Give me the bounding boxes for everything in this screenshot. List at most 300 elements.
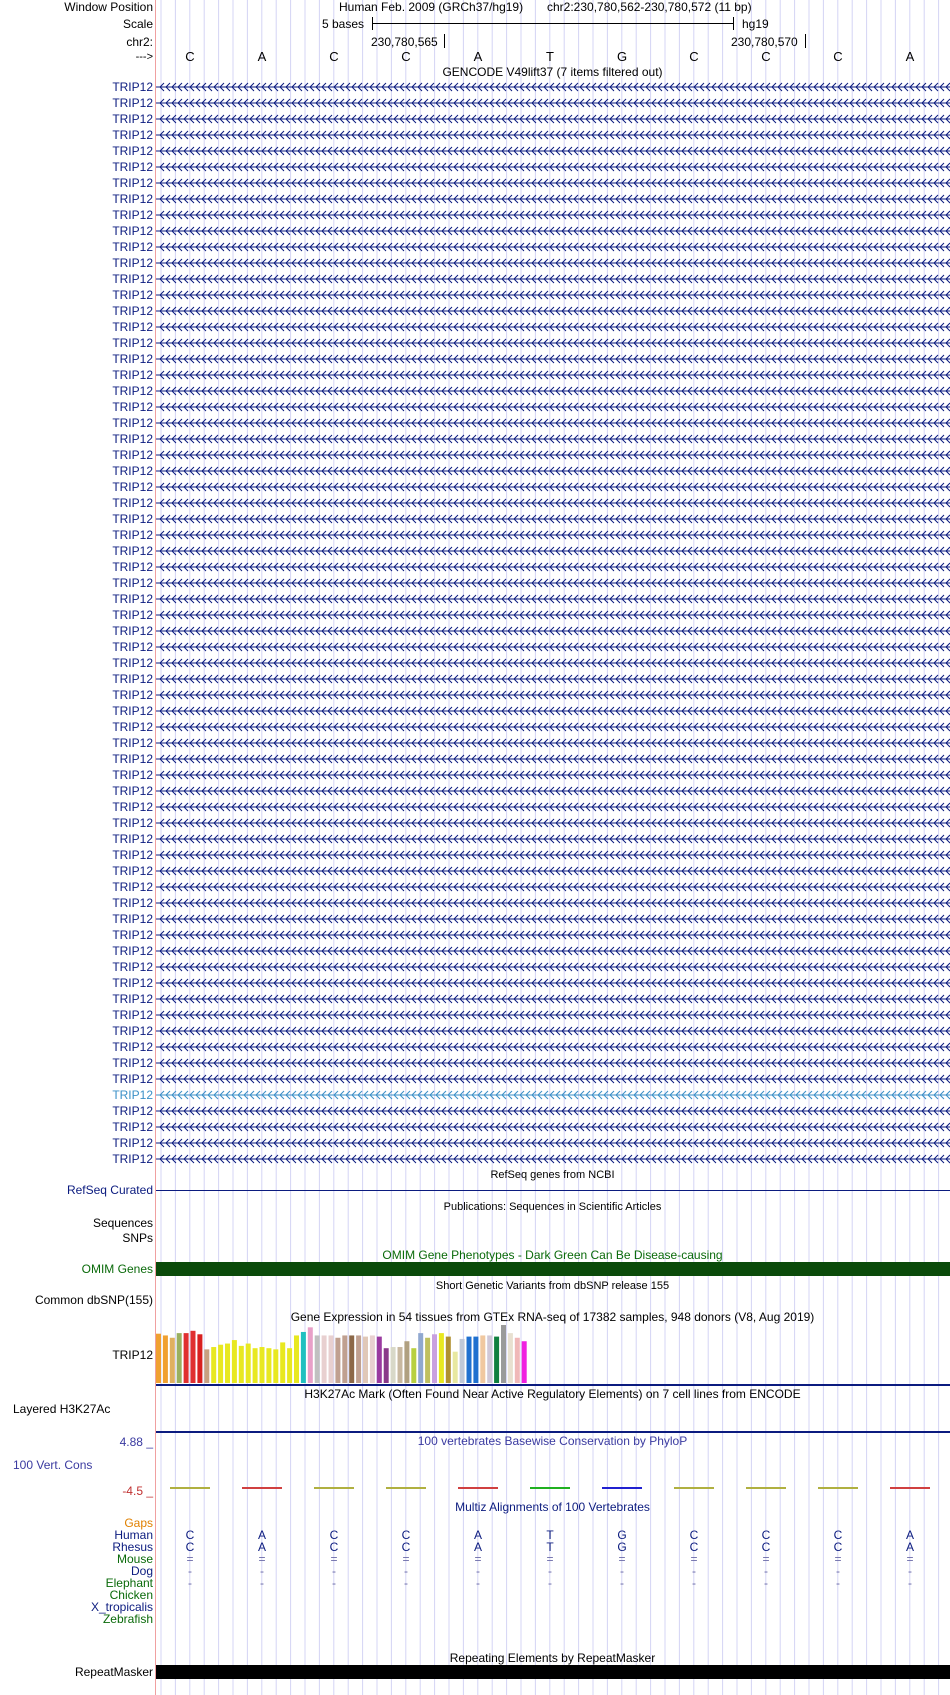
- gtex-tissue-bar[interactable]: [280, 1342, 285, 1383]
- phylop-score-mark: [746, 1487, 786, 1489]
- scale-label: Scale: [122, 17, 153, 31]
- gencode-transcript-line[interactable]: [156, 512, 950, 526]
- gencode-transcript-line[interactable]: [156, 864, 950, 878]
- gtex-tissue-bar[interactable]: [308, 1327, 313, 1383]
- gencode-transcript-label[interactable]: TRIP12: [112, 432, 153, 446]
- multiz-mouse-base: =: [330, 1552, 338, 1566]
- multiz-human-base: C: [689, 1528, 699, 1542]
- gencode-transcript-label[interactable]: TRIP12: [112, 256, 153, 270]
- h3k27ac-track-title[interactable]: H3K27Ac Mark (Often Found Near Active Regulatory Elements) on 7 cell lines from ENCODE: [304, 1387, 801, 1401]
- gencode-transcript-line[interactable]: [156, 320, 950, 334]
- gencode-transcript-label[interactable]: TRIP12: [112, 592, 153, 606]
- gtex-track-title[interactable]: Gene Expression in 54 tissues from GTEx RNA-seq of 17382 samples, 948 donors (V8, Aug 2019): [290, 1310, 815, 1324]
- gencode-transcript-label[interactable]: TRIP12: [112, 832, 153, 846]
- multiz-rhesus-base: A: [905, 1540, 914, 1554]
- gtex-tissue-bar[interactable]: [501, 1325, 506, 1383]
- gencode-transcript-line[interactable]: [156, 816, 950, 830]
- gencode-transcript-line[interactable]: [156, 496, 950, 510]
- position-text[interactable]: chr2:230,780,562-230,780,572 (11 bp): [547, 0, 752, 14]
- gtex-tissue-bar[interactable]: [184, 1333, 189, 1383]
- multiz-mouse-base: =: [906, 1552, 914, 1566]
- gencode-transcript-line[interactable]: [156, 1152, 950, 1166]
- window-position-label: Window Position: [64, 0, 153, 14]
- gencode-transcript-label[interactable]: TRIP12: [112, 720, 153, 734]
- gencode-transcript-label[interactable]: TRIP12: [112, 560, 153, 574]
- gencode-transcript-label[interactable]: TRIP12: [112, 176, 153, 190]
- phylop-score-mark: [314, 1487, 354, 1489]
- gtex-tissue-bar[interactable]: [432, 1334, 437, 1383]
- multiz-dog-base: -: [476, 1564, 480, 1578]
- coord-left: 230,780,565: [371, 35, 438, 49]
- gencode-transcript-label[interactable]: TRIP12: [112, 416, 153, 430]
- gencode-transcript-line[interactable]: [156, 144, 950, 158]
- gencode-transcript-line[interactable]: [156, 240, 950, 254]
- gencode-transcript-line[interactable]: [156, 576, 950, 590]
- gtex-tissue-bar[interactable]: [363, 1337, 368, 1383]
- gencode-transcript-line[interactable]: [156, 736, 950, 750]
- gencode-transcript-line[interactable]: [156, 528, 950, 542]
- gencode-transcript-label[interactable]: TRIP12: [112, 864, 153, 878]
- omim-label[interactable]: OMIM Genes: [81, 1262, 153, 1276]
- gtex-tissue-bar[interactable]: [322, 1335, 327, 1383]
- gtex-baseline: [156, 1384, 950, 1386]
- db-text: hg19: [742, 17, 769, 31]
- multiz-dog-base: -: [620, 1564, 624, 1578]
- gencode-transcript-line[interactable]: [156, 896, 950, 910]
- gencode-transcript-label[interactable]: TRIP12: [112, 944, 153, 958]
- gencode-transcript-line[interactable]: [156, 560, 950, 574]
- gtex-tissue-bar[interactable]: [515, 1338, 520, 1383]
- gencode-transcript-label[interactable]: TRIP12: [112, 368, 153, 382]
- gencode-track-title[interactable]: GENCODE V49lift37 (7 items filtered out): [442, 65, 663, 79]
- gencode-transcript-label[interactable]: TRIP12: [112, 192, 153, 206]
- gencode-transcript-label[interactable]: TRIP12: [112, 848, 153, 862]
- gencode-transcript-line[interactable]: [156, 1136, 950, 1150]
- multiz-human-base: C: [401, 1528, 411, 1542]
- gencode-transcript-label[interactable]: TRIP12: [112, 1024, 153, 1038]
- gtex-tissue-bar[interactable]: [487, 1335, 492, 1383]
- gtex-tissue-bar[interactable]: [170, 1338, 175, 1383]
- multiz-elephant-base: -: [404, 1576, 408, 1590]
- multiz-elephant-base: -: [548, 1576, 552, 1590]
- gencode-transcript-line[interactable]: [156, 1040, 950, 1054]
- gencode-transcript-line[interactable]: [156, 448, 950, 462]
- multiz-species-label[interactable]: Dog: [130, 1564, 153, 1578]
- gtex-tissue-bar[interactable]: [439, 1333, 444, 1383]
- gtex-tissue-bar[interactable]: [260, 1347, 265, 1383]
- gtex-bar-chart[interactable]: [156, 1323, 536, 1383]
- gencode-transcript-line[interactable]: [156, 96, 950, 110]
- multiz-rhesus-base: C: [185, 1540, 195, 1554]
- refseq-track-title[interactable]: RefSeq genes from NCBI: [490, 1169, 615, 1181]
- gtex-tissue-bar[interactable]: [315, 1335, 320, 1383]
- gtex-tissue-bar[interactable]: [460, 1339, 465, 1383]
- gencode-transcript-line[interactable]: [156, 1024, 950, 1038]
- gtex-tissue-bar[interactable]: [480, 1335, 485, 1383]
- gencode-transcript-line[interactable]: [156, 912, 950, 926]
- multiz-species-label[interactable]: Rhesus: [112, 1540, 153, 1554]
- gencode-transcript-label[interactable]: TRIP12: [112, 752, 153, 766]
- gtex-tissue-bar[interactable]: [404, 1341, 409, 1383]
- phylop-score-mark: [890, 1487, 930, 1489]
- gencode-transcript-line[interactable]: [156, 720, 950, 734]
- gencode-transcript-label[interactable]: TRIP12: [112, 320, 153, 334]
- gencode-transcript-line[interactable]: [156, 976, 950, 990]
- gencode-transcript-line[interactable]: [156, 832, 950, 846]
- gencode-transcript-line[interactable]: [156, 672, 950, 686]
- gencode-transcript-label[interactable]: TRIP12: [112, 800, 153, 814]
- multiz-human-base: G: [617, 1528, 627, 1542]
- gencode-transcript-label[interactable]: TRIP12: [112, 880, 153, 894]
- multiz-species-label[interactable]: Mouse: [116, 1552, 153, 1566]
- ruler-base: C: [401, 49, 411, 64]
- gencode-transcript-label[interactable]: TRIP12: [112, 272, 153, 286]
- gencode-transcript-line[interactable]: [156, 192, 950, 206]
- gtex-tissue-bar[interactable]: [273, 1349, 278, 1383]
- gencode-transcript-line[interactable]: [156, 464, 950, 478]
- scale-text: 5 bases: [322, 17, 365, 31]
- gencode-transcript-label[interactable]: TRIP12: [112, 576, 153, 590]
- omim-gene-bar[interactable]: [156, 1262, 950, 1276]
- multiz-mouse-base: =: [618, 1552, 626, 1566]
- multiz-rhesus-base: C: [689, 1540, 699, 1554]
- multiz-dog-base: -: [188, 1564, 192, 1578]
- dbsnp-label[interactable]: Common dbSNP(155): [34, 1293, 153, 1307]
- coord-right-tick: [805, 34, 806, 48]
- gencode-transcript-label[interactable]: TRIP12: [112, 496, 153, 510]
- multiz-elephant-base: -: [764, 1576, 768, 1590]
- gencode-transcript-label[interactable]: TRIP12: [112, 448, 153, 462]
- gtex-tissue-bar[interactable]: [211, 1347, 216, 1383]
- multiz-mouse-base: =: [690, 1552, 698, 1566]
- gencode-transcript-line[interactable]: [156, 272, 950, 286]
- gencode-transcript-label[interactable]: TRIP12: [112, 304, 153, 318]
- phylop-score-mark: [170, 1487, 210, 1489]
- gtex-tissue-bar[interactable]: [398, 1347, 403, 1383]
- gtex-tissue-bar[interactable]: [411, 1348, 416, 1383]
- phylop-score-mark: [458, 1487, 498, 1489]
- gencode-transcript-label[interactable]: TRIP12: [112, 144, 153, 158]
- gencode-transcript-label[interactable]: TRIP12: [112, 976, 153, 990]
- gencode-transcript-line[interactable]: [156, 160, 950, 174]
- gencode-transcript-line[interactable]: [156, 176, 950, 190]
- gencode-transcript-label[interactable]: TRIP12: [112, 960, 153, 974]
- multiz-mouse-base: =: [186, 1552, 194, 1566]
- multiz-species-label[interactable]: Human: [114, 1528, 153, 1542]
- gencode-transcript-label[interactable]: TRIP12: [112, 816, 153, 830]
- multiz-species-label[interactable]: Chicken: [109, 1588, 153, 1602]
- multiz-elephant-base: -: [620, 1576, 624, 1590]
- gencode-transcript-line[interactable]: [156, 128, 950, 142]
- gencode-transcript-label[interactable]: TRIP12: [112, 992, 153, 1006]
- gencode-transcript-label[interactable]: TRIP12: [112, 768, 153, 782]
- gencode-transcript-label[interactable]: TRIP12: [112, 1152, 153, 1166]
- snps-label[interactable]: SNPs: [122, 1231, 153, 1245]
- gtex-tissue-bar[interactable]: [342, 1335, 347, 1383]
- gtex-tissue-bar[interactable]: [508, 1333, 513, 1383]
- gencode-transcript-label[interactable]: TRIP12: [112, 1104, 153, 1118]
- gencode-transcript-label[interactable]: TRIP12: [112, 336, 153, 350]
- gtex-tissue-bar[interactable]: [377, 1337, 382, 1383]
- coord-right: 230,780,570: [731, 35, 798, 49]
- multiz-mouse-base: =: [546, 1552, 554, 1566]
- gencode-transcript-line[interactable]: [156, 368, 950, 382]
- gencode-transcript-line[interactable]: [156, 352, 950, 366]
- gencode-transcript-line[interactable]: [156, 416, 950, 430]
- multiz-rhesus-base: G: [617, 1540, 627, 1554]
- phylop-label[interactable]: 100 Vert. Cons: [13, 1458, 93, 1472]
- multiz-human-base: C: [833, 1528, 843, 1542]
- ruler-base: A: [257, 49, 267, 64]
- multiz-elephant-base: -: [332, 1576, 336, 1590]
- gtex-label[interactable]: TRIP12: [112, 1348, 153, 1362]
- phylop-score-mark: [602, 1487, 642, 1489]
- gencode-transcript-line[interactable]: [156, 928, 950, 942]
- gencode-transcript-line[interactable]: [156, 848, 950, 862]
- gencode-transcript-label[interactable]: TRIP12: [112, 912, 153, 926]
- gencode-transcript-line[interactable]: [156, 640, 950, 654]
- phylop-score-mark: [386, 1487, 426, 1489]
- gtex-tissue-bar[interactable]: [204, 1349, 209, 1383]
- gtex-tissue-bar[interactable]: [294, 1335, 299, 1383]
- gtex-tissue-bar[interactable]: [418, 1333, 423, 1383]
- multiz-dog-base: -: [908, 1564, 912, 1578]
- multiz-human-base: A: [473, 1528, 482, 1542]
- multiz-rhesus-base: C: [833, 1540, 843, 1554]
- gtex-tissue-bar[interactable]: [266, 1348, 271, 1383]
- phylop-score-mark: [242, 1487, 282, 1489]
- gencode-transcript-line[interactable]: [156, 768, 950, 782]
- gencode-transcript-line[interactable]: [156, 944, 950, 958]
- multiz-species-label[interactable]: X_tropicalis: [90, 1600, 153, 1614]
- multiz-mouse-base: =: [762, 1552, 770, 1566]
- gencode-transcript-line[interactable]: [156, 384, 950, 398]
- multiz-rhesus-base: A: [257, 1540, 266, 1554]
- gtex-tissue-bar[interactable]: [391, 1347, 396, 1383]
- multiz-dog-base: -: [764, 1564, 768, 1578]
- gencode-transcript-label[interactable]: TRIP12: [112, 624, 153, 638]
- phylop-score-mark: [818, 1487, 858, 1489]
- gencode-transcript-label[interactable]: TRIP12: [112, 896, 153, 910]
- gencode-transcript-label[interactable]: TRIP12: [112, 288, 153, 302]
- gencode-transcript-label[interactable]: TRIP12: [112, 240, 153, 254]
- gencode-transcript-label[interactable]: TRIP12: [112, 400, 153, 414]
- multiz-species-label[interactable]: Zebrafish: [102, 1612, 153, 1626]
- gencode-transcript-line[interactable]: [156, 704, 950, 718]
- multiz-rhesus-base: C: [329, 1540, 339, 1554]
- gtex-tissue-bar[interactable]: [329, 1335, 334, 1383]
- gencode-transcript-label[interactable]: TRIP12: [112, 224, 153, 238]
- dbsnp-track-title[interactable]: Short Genetic Variants from dbSNP release 155: [435, 1280, 670, 1292]
- gencode-transcript-line[interactable]: [156, 208, 950, 222]
- multiz-elephant-base: -: [908, 1576, 912, 1590]
- gencode-transcript-line[interactable]: [156, 608, 950, 622]
- gencode-transcript-line[interactable]: [156, 336, 950, 350]
- gencode-transcript-label[interactable]: TRIP12: [112, 512, 153, 526]
- gtex-tissue-bar[interactable]: [287, 1348, 292, 1383]
- repeatmasker-label[interactable]: RepeatMasker: [74, 1665, 153, 1679]
- gencode-transcript-line[interactable]: [156, 800, 950, 814]
- multiz-mouse-base: =: [258, 1552, 266, 1566]
- gencode-transcript-line[interactable]: [156, 688, 950, 702]
- phylop-score-mark: [674, 1487, 714, 1489]
- gtex-tissue-bar[interactable]: [253, 1348, 258, 1383]
- gtex-tissue-bar[interactable]: [467, 1337, 472, 1383]
- gencode-transcript-label[interactable]: TRIP12: [112, 464, 153, 478]
- gencode-transcript-line[interactable]: [156, 656, 950, 670]
- multiz-human-base: A: [257, 1528, 266, 1542]
- gencode-transcript-label[interactable]: TRIP12: [112, 96, 153, 110]
- gtex-tissue-bar[interactable]: [425, 1338, 430, 1383]
- gencode-transcript-label[interactable]: TRIP12: [112, 528, 153, 542]
- gencode-transcript-label[interactable]: TRIP12: [112, 128, 153, 142]
- gencode-transcript-label[interactable]: TRIP12: [112, 80, 153, 94]
- gencode-transcript-line[interactable]: [156, 624, 950, 638]
- gencode-transcript-label[interactable]: TRIP12: [112, 384, 153, 398]
- gencode-transcript-label[interactable]: TRIP12: [112, 208, 153, 222]
- h3k27ac-baseline: [156, 1431, 950, 1433]
- ruler-base: G: [616, 49, 628, 64]
- gencode-transcript-line[interactable]: [156, 544, 950, 558]
- ruler-base: C: [833, 49, 843, 64]
- gtex-tissue-bar[interactable]: [384, 1348, 389, 1383]
- gencode-transcript-line[interactable]: [156, 1120, 950, 1134]
- gtex-tissue-bar[interactable]: [349, 1335, 354, 1383]
- multiz-elephant-base: -: [188, 1576, 192, 1590]
- multiz-elephant-base: -: [692, 1576, 696, 1590]
- omim-track-title[interactable]: OMIM Gene Phenotypes - Dark Green Can Be Disease-causing: [382, 1248, 723, 1262]
- gencode-transcript-label[interactable]: TRIP12: [112, 928, 153, 942]
- h3k27ac-label[interactable]: Layered H3K27Ac: [13, 1402, 111, 1416]
- refseq-gene-line[interactable]: [156, 1190, 950, 1191]
- multiz-rhesus-base: A: [473, 1540, 482, 1554]
- gencode-transcript-label[interactable]: TRIP12: [112, 160, 153, 174]
- gencode-transcript-line[interactable]: [156, 1104, 950, 1118]
- gencode-transcript-label[interactable]: TRIP12: [112, 1072, 153, 1086]
- strand-arrow-label: --->: [135, 51, 153, 63]
- gtex-tissue-bar[interactable]: [218, 1345, 223, 1383]
- gencode-transcript-line[interactable]: [156, 1072, 950, 1086]
- gtex-tissue-bar[interactable]: [239, 1346, 244, 1383]
- multiz-mouse-base: =: [402, 1552, 410, 1566]
- sequences-label[interactable]: Sequences: [92, 1216, 153, 1230]
- multiz-dog-base: -: [260, 1564, 264, 1578]
- multiz-mouse-base: =: [474, 1552, 482, 1566]
- ruler-base: C: [329, 49, 339, 64]
- gtex-tissue-bar[interactable]: [370, 1335, 375, 1383]
- gencode-transcript-label[interactable]: TRIP12: [112, 480, 153, 494]
- gencode-transcript-line[interactable]: [156, 400, 950, 414]
- chr-label: chr2:: [126, 35, 153, 49]
- multiz-elephant-base: -: [260, 1576, 264, 1590]
- multiz-track-title[interactable]: Multiz Alignments of 100 Vertebrates: [455, 1500, 650, 1514]
- gencode-transcript-label[interactable]: TRIP12: [112, 352, 153, 366]
- multiz-species-label[interactable]: Gaps: [124, 1516, 153, 1530]
- gtex-tissue-bar[interactable]: [356, 1335, 361, 1383]
- gencode-transcript-label[interactable]: TRIP12: [112, 672, 153, 686]
- gencode-transcript-label[interactable]: TRIP12: [112, 784, 153, 798]
- gencode-transcript-label[interactable]: TRIP12: [112, 608, 153, 622]
- gencode-transcript-line[interactable]: [156, 784, 950, 798]
- repeatmasker-bar[interactable]: [156, 1665, 950, 1679]
- multiz-species-label[interactable]: Elephant: [105, 1576, 153, 1590]
- gencode-transcript-line[interactable]: [156, 256, 950, 270]
- gencode-transcript-label[interactable]: TRIP12: [112, 544, 153, 558]
- gtex-tissue-bar[interactable]: [163, 1335, 168, 1383]
- ruler-base: T: [546, 49, 554, 64]
- gencode-transcript-label[interactable]: TRIP12: [112, 1056, 153, 1070]
- gencode-transcript-label[interactable]: TRIP12: [112, 656, 153, 670]
- gtex-tissue-bar[interactable]: [473, 1337, 478, 1383]
- phylop-min-label: -4.5 _: [122, 1484, 153, 1498]
- gencode-transcript-label[interactable]: TRIP12: [112, 1008, 153, 1022]
- gencode-transcript-line[interactable]: [156, 1008, 950, 1022]
- publications-track-title[interactable]: Publications: Sequences in Scientific Articles: [443, 1201, 662, 1213]
- gencode-transcript-line[interactable]: [156, 304, 950, 318]
- repeatmasker-track-title[interactable]: Repeating Elements by RepeatMasker: [449, 1651, 656, 1665]
- gencode-transcript-line[interactable]: [156, 288, 950, 302]
- assembly-text[interactable]: Human Feb. 2009 (GRCh37/hg19): [339, 0, 524, 14]
- gtex-tissue-bar[interactable]: [494, 1337, 499, 1383]
- gencode-transcript-label[interactable]: TRIP12: [112, 704, 153, 718]
- gtex-tissue-bar[interactable]: [246, 1344, 251, 1383]
- gtex-tissue-bar[interactable]: [232, 1340, 237, 1383]
- multiz-rhesus-base: C: [401, 1540, 411, 1554]
- gencode-transcript-label[interactable]: TRIP12: [112, 1120, 153, 1134]
- refseq-label[interactable]: RefSeq Curated: [66, 1183, 153, 1197]
- gencode-transcript-label[interactable]: TRIP12: [112, 112, 153, 126]
- gtex-tissue-bar[interactable]: [453, 1352, 458, 1383]
- gencode-transcript-line[interactable]: [156, 224, 950, 238]
- gencode-transcript-label[interactable]: TRIP12: [112, 688, 153, 702]
- gencode-transcript-line[interactable]: [156, 880, 950, 894]
- multiz-human-base: C: [761, 1528, 771, 1542]
- gencode-transcript-line[interactable]: [156, 1088, 950, 1102]
- gtex-tissue-bar[interactable]: [177, 1333, 182, 1383]
- gencode-transcript-label[interactable]: TRIP12: [112, 1040, 153, 1054]
- gtex-tissue-bar[interactable]: [225, 1344, 230, 1383]
- multiz-rhesus-base: T: [546, 1540, 554, 1554]
- phylop-track-title[interactable]: 100 vertebrates Basewise Conservation by PhyloP: [417, 1434, 688, 1448]
- gencode-transcript-label[interactable]: TRIP12: [112, 736, 153, 750]
- gencode-transcript-label[interactable]: TRIP12: [112, 1136, 153, 1150]
- gencode-transcript-line[interactable]: [156, 992, 950, 1006]
- multiz-dog-base: -: [692, 1564, 696, 1578]
- gencode-transcript-line[interactable]: [156, 592, 950, 606]
- gencode-transcript-line[interactable]: [156, 432, 950, 446]
- scale-bar-right-tick: [733, 17, 734, 30]
- gtex-tissue-bar[interactable]: [446, 1337, 451, 1383]
- gtex-tissue-bar[interactable]: [156, 1334, 161, 1383]
- gencode-transcript-label[interactable]: TRIP12: [112, 1088, 153, 1102]
- gencode-transcript-line[interactable]: [156, 752, 950, 766]
- gencode-transcript-line[interactable]: [156, 80, 950, 94]
- gtex-tissue-bar[interactable]: [522, 1341, 527, 1383]
- multiz-elephant-base: -: [476, 1576, 480, 1590]
- gencode-transcript-line[interactable]: [156, 960, 950, 974]
- gtex-tissue-bar[interactable]: [301, 1332, 306, 1383]
- ruler-base: A: [473, 49, 483, 64]
- gtex-tissue-bar[interactable]: [335, 1338, 340, 1383]
- gtex-tissue-bar[interactable]: [191, 1331, 196, 1383]
- multiz-elephant-base: -: [836, 1576, 840, 1590]
- scale-bar: [372, 23, 733, 24]
- gencode-transcript-line[interactable]: [156, 480, 950, 494]
- gtex-tissue-bar[interactable]: [197, 1334, 202, 1383]
- gencode-transcript-line[interactable]: [156, 112, 950, 126]
- gencode-transcript-label[interactable]: TRIP12: [112, 640, 153, 654]
- gencode-transcript-line[interactable]: [156, 1056, 950, 1070]
